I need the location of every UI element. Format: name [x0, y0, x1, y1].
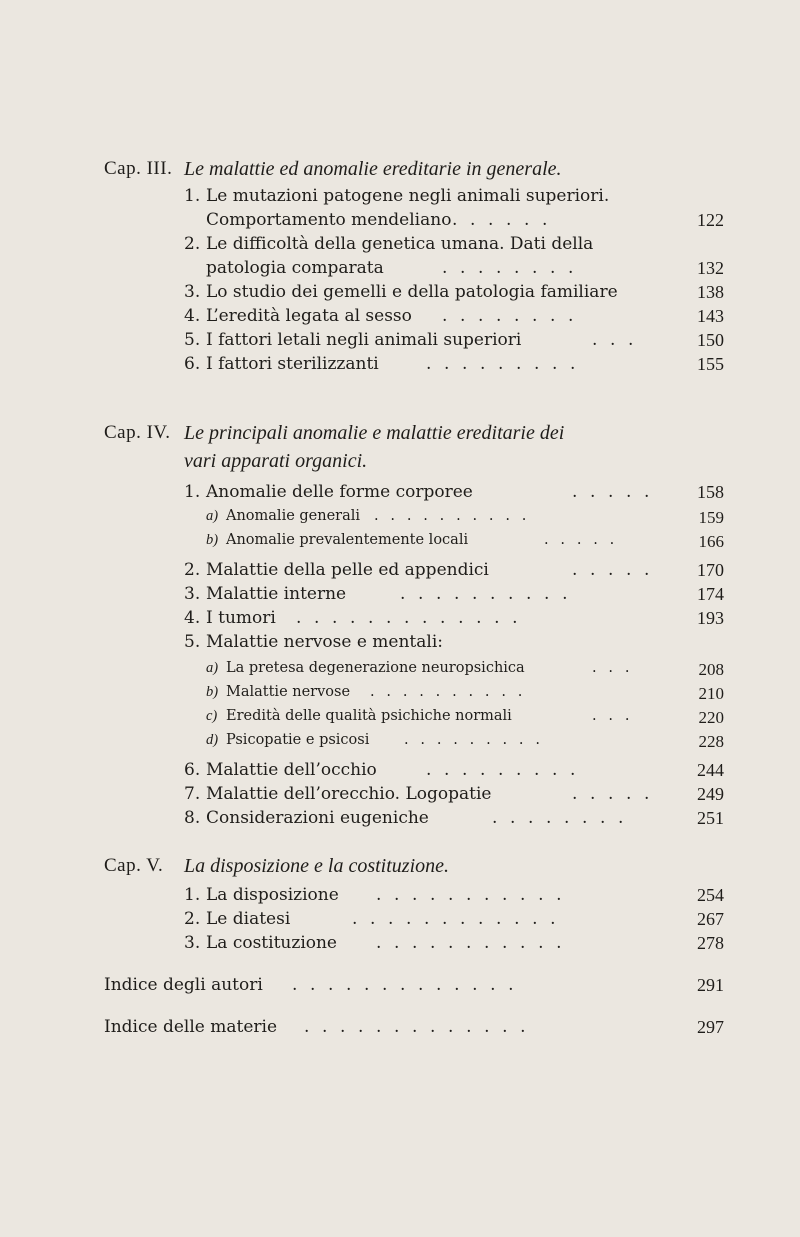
- leader-dots: . . .: [592, 330, 638, 350]
- toc-entry: [104, 608, 724, 632]
- entry-number: 3.: [184, 933, 201, 953]
- entry-title: L’eredità legata al sesso: [206, 306, 412, 326]
- subentry-letter: d): [206, 732, 219, 748]
- entry-title: Lo studio dei gemelli e della patologia familiare: [206, 282, 618, 302]
- chapter-4-label: Cap. IV.: [104, 422, 171, 443]
- leader-dots: . . . . .: [572, 560, 654, 580]
- toc-entry: [104, 330, 724, 354]
- entry-number: 6.: [184, 760, 201, 780]
- chapter-3-title: Le malattie ed anomalie ereditarie in generale.: [184, 158, 562, 180]
- page-number: 244: [697, 760, 724, 780]
- page-number: 193: [697, 608, 724, 628]
- index-authors-entry: [104, 975, 724, 1001]
- entry-title: Indice delle materie: [104, 1017, 278, 1037]
- entry-number: 5.: [184, 330, 201, 350]
- page-number: 249: [697, 784, 724, 804]
- toc-entry: [104, 632, 724, 656]
- entry-title: Comportamento mendeliano: [206, 210, 452, 230]
- leader-dots: . . .: [592, 708, 634, 724]
- subentry-letter: b): [206, 532, 219, 548]
- entry-title: La costituzione: [206, 933, 337, 953]
- leader-dots: . . . . . . . . . .: [374, 508, 530, 524]
- subentry-letter: c): [206, 708, 218, 724]
- page-number: 143: [697, 306, 724, 326]
- entry-title: I fattori letali negli animali superiori: [206, 330, 522, 350]
- entry-title: Eredità delle qualità psichiche normali: [226, 708, 512, 724]
- page-number: 158: [697, 482, 724, 502]
- page-number: 254: [697, 885, 724, 905]
- entry-title: Malattie nervose e mentali:: [206, 632, 444, 652]
- entry-number: 6.: [184, 354, 201, 374]
- chapter-5-title: La disposizione e la costituzione.: [184, 855, 449, 877]
- toc-subentry: [104, 508, 724, 532]
- index-subjects-entry: [104, 1017, 724, 1043]
- page-number: 251: [697, 808, 724, 828]
- entry-title: Malattie dell’occhio: [206, 760, 377, 780]
- page-number: 170: [697, 560, 724, 580]
- leader-dots: . . . . .: [544, 532, 618, 548]
- entry-number: 8.: [184, 808, 201, 828]
- page-number: 208: [698, 660, 724, 679]
- toc-entry: [104, 784, 724, 808]
- page-number: 159: [698, 508, 724, 527]
- entry-title: Anomalie prevalentemente locali: [226, 532, 469, 548]
- page-number: 267: [697, 909, 724, 929]
- toc-entry: [104, 933, 724, 957]
- leader-dots: . . . . . . . . . .: [370, 684, 526, 700]
- page-number: 155: [697, 354, 724, 374]
- chapter-5: [104, 855, 724, 953]
- leader-dots: . . . . . . . .: [442, 258, 578, 278]
- toc-entry: [104, 909, 724, 933]
- leader-dots: . . . . . . . . .: [426, 760, 580, 780]
- entry-title: Malattie dell’orecchio. Logopatie: [206, 784, 492, 804]
- leader-dots: . . . . . . . . . .: [400, 584, 572, 604]
- toc-entry: [104, 354, 724, 378]
- entry-title: Le difficoltà della genetica umana. Dati della: [206, 234, 594, 254]
- entry-number: 1.: [184, 186, 201, 206]
- leader-dots: . . . . . . . . . . . .: [352, 909, 560, 929]
- toc-subentry: [104, 684, 724, 708]
- subentry-letter: a): [206, 660, 219, 676]
- entry-number: 4.: [184, 306, 201, 326]
- toc-entry: [104, 808, 724, 832]
- page-number: 150: [697, 330, 724, 350]
- entry-title: Anomalie delle forme corporee: [206, 482, 473, 502]
- chapter-4-title: Le principali anomalie e malattie ereditarie dei: [184, 422, 565, 444]
- entry-number: 1.: [184, 885, 201, 905]
- toc-entry: [104, 482, 724, 506]
- entry-number: 5.: [184, 632, 201, 652]
- chapter-3: [104, 158, 724, 374]
- entry-number: 4.: [184, 608, 201, 628]
- toc-subentry: [104, 532, 724, 556]
- page-number: 138: [697, 282, 724, 302]
- page-number: 174: [697, 584, 724, 604]
- toc-entry: [104, 584, 724, 608]
- leader-dots: . . . . . . . . . . . . .: [296, 608, 522, 628]
- entry-title: I tumori: [206, 608, 276, 628]
- chapter-3-label: Cap. III.: [104, 158, 173, 179]
- toc-entry: [104, 282, 724, 306]
- entry-number: 2.: [184, 909, 201, 929]
- leader-dots: . . . . . .: [452, 210, 552, 230]
- page-number: 220: [698, 708, 724, 727]
- toc-entry: [104, 560, 724, 584]
- entry-number: 2.: [184, 560, 201, 580]
- entry-number: 3.: [184, 584, 201, 604]
- chapter-4: [104, 422, 724, 828]
- entry-title: Indice degli autori: [104, 975, 263, 995]
- toc-entry: [104, 186, 724, 210]
- entry-number: 7.: [184, 784, 201, 804]
- entry-number: 2.: [184, 234, 201, 254]
- chapter-4-title-cont: vari apparati organici.: [184, 450, 368, 472]
- entry-title: La pretesa degenerazione neuropsichica: [226, 660, 525, 676]
- page-number: 228: [698, 732, 724, 751]
- entry-title: Le diatesi: [206, 909, 291, 929]
- entry-title: Considerazioni eugeniche: [206, 808, 429, 828]
- page-number: 297: [697, 1017, 724, 1037]
- chapter-5-heading: [104, 855, 724, 883]
- chapter-4-heading: [104, 422, 724, 476]
- entry-number: 1.: [184, 482, 201, 502]
- toc-entry: [104, 306, 724, 330]
- page-number: 122: [697, 210, 724, 230]
- leader-dots: . . . . . . . .: [492, 808, 628, 828]
- chapter-5-label: Cap. V.: [104, 855, 164, 876]
- leader-dots: . . . . . . . .: [442, 306, 578, 326]
- toc-subentry: [104, 708, 724, 732]
- leader-dots: . . . . . . . . .: [426, 354, 580, 374]
- page-number: 132: [697, 258, 724, 278]
- chapter-3-heading: [104, 158, 724, 186]
- entry-title: Psicopatie e psicosi: [226, 732, 370, 748]
- entry-title: Anomalie generali: [226, 508, 361, 524]
- entry-title: Le mutazioni patogene negli animali superiori.: [206, 186, 610, 206]
- entry-title: patologia comparata: [206, 258, 384, 278]
- page-number: 210: [698, 684, 724, 703]
- entry-title: Malattie della pelle ed appendici: [206, 560, 489, 580]
- entry-title: La disposizione: [206, 885, 339, 905]
- leader-dots: . . . . .: [572, 784, 654, 804]
- leader-dots: . . . . . . . . .: [404, 732, 544, 748]
- page-number: 278: [697, 933, 724, 953]
- leader-dots: . . . . . . . . . . . . .: [292, 975, 518, 995]
- entry-number: 3.: [184, 282, 201, 302]
- toc-entry: [104, 885, 724, 909]
- leader-dots: . . . . . . . . . . . . .: [304, 1017, 530, 1037]
- toc-subentry: [104, 660, 724, 684]
- page-number: 166: [698, 532, 724, 551]
- toc-subentry: [104, 732, 724, 756]
- toc-entry: [104, 760, 724, 784]
- subentry-letter: b): [206, 684, 219, 700]
- toc-entry: [104, 234, 724, 258]
- entry-title: Malattie interne: [206, 584, 347, 604]
- entry-title: I fattori sterilizzanti: [206, 354, 379, 374]
- page-number: 291: [697, 975, 724, 995]
- entry-title: Malattie nervose: [226, 684, 351, 700]
- leader-dots: . . .: [592, 660, 634, 676]
- leader-dots: . . . . .: [572, 482, 654, 502]
- subentry-letter: a): [206, 508, 219, 524]
- leader-dots: . . . . . . . . . . .: [376, 933, 566, 953]
- toc-entry-continued: [104, 210, 724, 234]
- toc-entry-continued: [104, 258, 724, 282]
- leader-dots: . . . . . . . . . . .: [376, 885, 566, 905]
